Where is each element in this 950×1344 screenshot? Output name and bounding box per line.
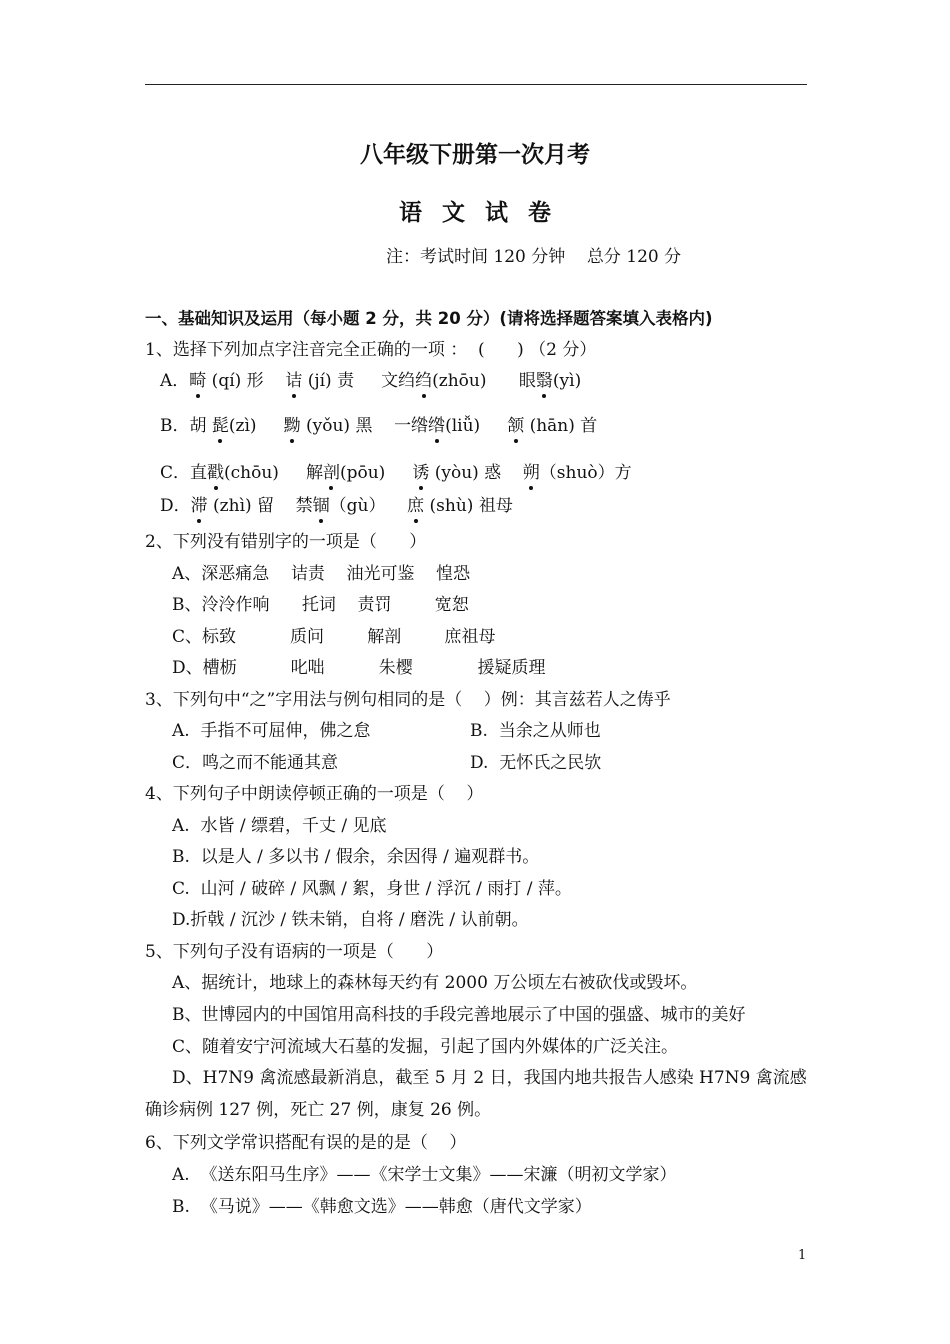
question-3-option: B. 当余之从师也 bbox=[470, 721, 601, 741]
question-5-option: D、H7N9 禽流感最新消息，截至 5 月 2 日，我国内地共报告人感染 H7N9 禽流感 bbox=[172, 1068, 807, 1088]
header-rule bbox=[145, 84, 807, 85]
page-number: 1 bbox=[798, 1248, 807, 1263]
question-4-option: D.折戟 / 沉沙 / 铁未销，自将 / 磨洗 / 认前朝。 bbox=[172, 910, 529, 930]
question-2-option: B、泠泠作响 托词 责罚 宽恕 bbox=[172, 595, 469, 615]
question-2-stem: 2、下列没有错别字的一项是（ ） bbox=[145, 532, 427, 552]
question-1-option-a: A．畸 (qí) 形 诘 (jí) 责 文绉绉(zhōu) 眼翳(yì) bbox=[160, 371, 582, 391]
question-4-stem: 4、下列句子中朗读停顿正确的一项是（ ） bbox=[145, 784, 484, 804]
question-3-stem: 3、下列句中“之”字用法与例句相同的是（ ）例：其言兹若人之俦乎 bbox=[145, 690, 671, 710]
question-5-option: C、随着安宁河流域大石墓的发掘，引起了国内外媒体的广泛关注。 bbox=[172, 1037, 679, 1057]
question-5-option: B、世博园内的中国馆用高科技的手段完善地展示了中国的强盛、城市的美好 bbox=[172, 1005, 746, 1025]
question-1-stem: 1、选择下列加点字注音完全正确的一项 ： ( ) （2 分） bbox=[145, 340, 597, 360]
question-1-option-c: C．直戳(chōu) 解剖(pōu) 诱 (yòu) 惑 朔（shuò）方 bbox=[160, 463, 632, 483]
question-2-option: A、深恶痛急 诘责 油光可鉴 惶恐 bbox=[172, 564, 471, 584]
question-2-option: C、标致 质问 解剖 庶祖母 bbox=[172, 627, 496, 647]
question-1-option-b: B．胡 髭(zì) 黝 (yǒu) 黑 一绺绺(liǚ) 颔 (hān) 首 bbox=[160, 416, 598, 436]
question-5-option-continued: 确诊病例 127 例，死亡 27 例，康复 26 例。 bbox=[145, 1100, 492, 1120]
question-4-option: B. 以是人 / 多以书 / 假余，余因得 / 遍观群书。 bbox=[172, 847, 540, 867]
question-1-option-d: D．滞 (zhì) 留 禁锢（gù） 庶 (shù) 祖母 bbox=[160, 496, 513, 516]
exam-subtitle: 语文试卷 bbox=[399, 200, 571, 226]
question-4-option: C. 山河 / 破碎 / 风飘 / 絮，身世 / 浮沉 / 雨打 / 萍。 bbox=[172, 879, 572, 899]
question-6-option: A. 《送东阳马生序》——《宋学士文集》——宋濂（明初文学家） bbox=[172, 1165, 677, 1185]
exam-note: 注：考试时间 120 分钟 总分 120 分 bbox=[386, 247, 682, 267]
question-5-option: A、据统计，地球上的森林每天约有 2000 万公顷左右被砍伐或毁坏。 bbox=[172, 973, 698, 993]
question-3-option: A. 手指不可屈伸，佛之怠 bbox=[172, 721, 371, 741]
question-4-option: A. 水皆 / 缥碧，千丈 / 见底 bbox=[172, 816, 387, 836]
question-6-option: B. 《马说》——《韩愈文选》——韩愈（唐代文学家） bbox=[172, 1197, 592, 1217]
exam-title: 八年级下册第一次月考 bbox=[360, 142, 590, 168]
question-5-stem: 5、下列句子没有语病的一项是（ ） bbox=[145, 942, 444, 962]
question-3-option: D. 无怀氏之民欤 bbox=[470, 753, 602, 773]
question-3-option: C．鸣之而不能通其意 bbox=[172, 753, 339, 773]
question-2-option: D、槽枥 叱咄 朱樱 援疑质理 bbox=[172, 658, 546, 678]
question-6-stem: 6、下列文学常识搭配有误的是的是（ ） bbox=[145, 1133, 467, 1153]
section-heading: 一、基础知识及运用（每小题 2 分，共 20 分）(请将选择题答案填入表格内) bbox=[145, 309, 713, 328]
